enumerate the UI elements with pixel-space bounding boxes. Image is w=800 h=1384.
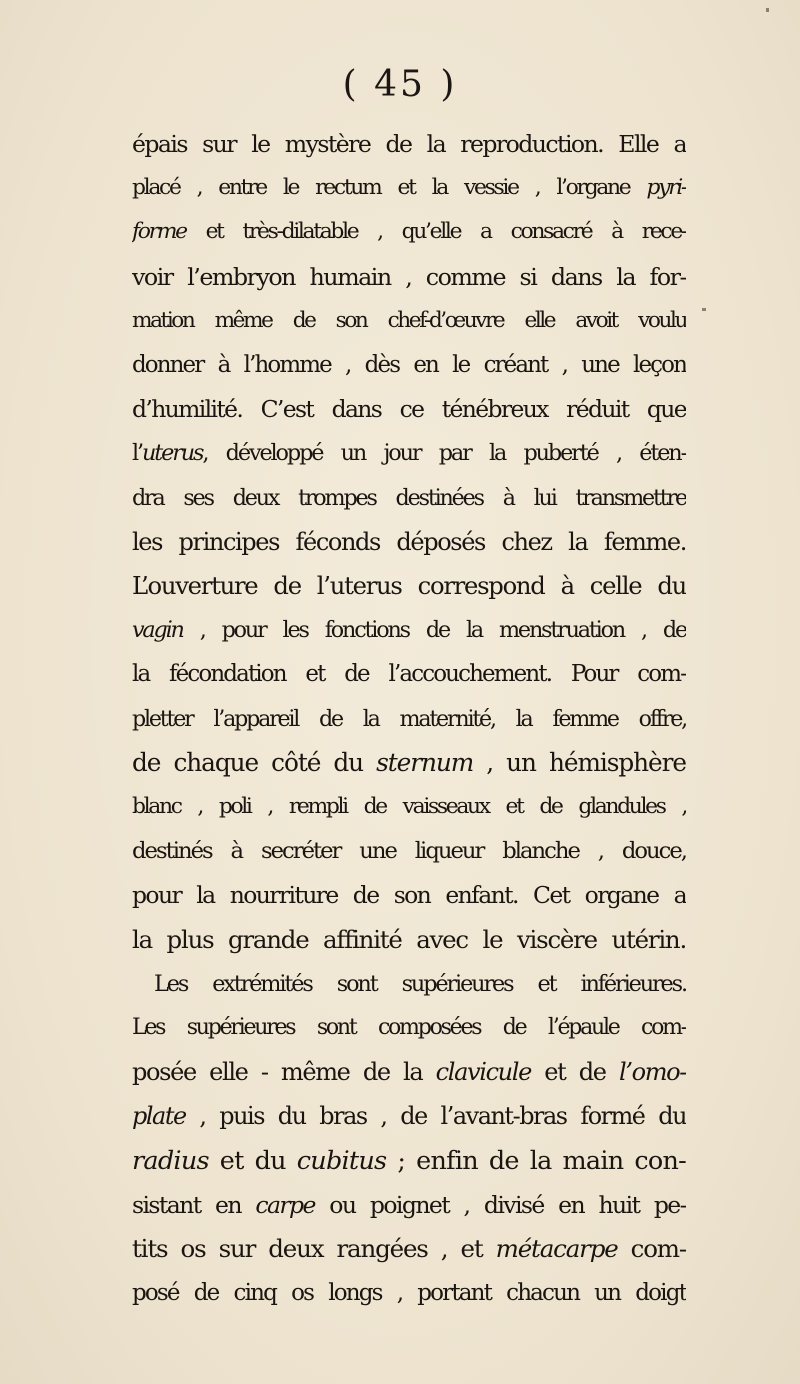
- text-segment: L’ouverture de l’uterus correspond à celle du: [132, 571, 686, 601]
- text-line: [132, 785, 686, 829]
- italic-term: pyri-: [646, 175, 686, 201]
- text-segment: posé de cinq os longs , portant chacun un doigt: [132, 1280, 686, 1307]
- text-segment: ; enfin de la main con-: [386, 1145, 686, 1176]
- text-segment: la plus grande affinité avec le viscère utérin.: [132, 924, 686, 954]
- margin-speck: [766, 8, 769, 12]
- italic-term: vagin: [132, 617, 183, 644]
- text-segment: , pour les fonctions de la menstruation , de: [182, 617, 686, 644]
- italic-term: uterus: [142, 440, 203, 467]
- text-line: [132, 697, 686, 741]
- text-line: [132, 520, 686, 564]
- text-segment: , un hémisphère: [473, 747, 686, 777]
- italic-term: plate: [132, 1102, 186, 1131]
- text-segment: voir l’embryon humain , comme si dans la for-: [132, 262, 686, 291]
- text-segment: placé , entre le rectum et la vessie , l’organe: [132, 175, 647, 201]
- text-segment: et très-dilatable , qu’elle a consacré à rece-: [185, 219, 686, 245]
- text-line: [132, 1094, 686, 1138]
- text-segment: Les supérieures sont composées de l’épaule com-: [132, 1015, 686, 1041]
- text-line: [132, 255, 686, 299]
- text-line: [132, 122, 686, 166]
- text-line: [132, 918, 686, 962]
- text-line: [132, 1050, 686, 1094]
- text-segment: l’: [132, 440, 142, 467]
- text-segment: les principes féconds déposés chez la femme.: [132, 527, 686, 556]
- text-segment: et de: [530, 1058, 619, 1087]
- text-segment: dra ses deux trompes destinées à lui transmettre: [132, 484, 686, 511]
- text-segment: de chaque côté du: [132, 747, 377, 777]
- text-line: [132, 299, 686, 343]
- text-line: [132, 1271, 686, 1315]
- text-line: [132, 343, 686, 387]
- text-line: [132, 652, 686, 696]
- italic-term: carpe: [255, 1190, 315, 1219]
- text-segment: Les extrémités sont supérieures et inférieures.: [154, 970, 686, 997]
- text-segment: tits os sur deux rangées , et: [132, 1234, 496, 1264]
- text-segment: donner à l’homme , dès en le créant , une leçon: [132, 352, 686, 379]
- text-segment: ou poignet , divisé en huit pe-: [314, 1190, 686, 1219]
- italic-term: cubitus: [296, 1145, 387, 1176]
- text-segment: posée elle - même de la: [132, 1058, 436, 1087]
- text-segment: com-: [617, 1234, 686, 1264]
- text-line: [132, 431, 686, 475]
- italic-term: sternum: [376, 747, 474, 777]
- text-segment: , développé un jour par la puberté , éten-: [202, 440, 686, 467]
- italic-term: radius: [132, 1145, 209, 1176]
- italic-term: l’omo-: [619, 1058, 686, 1087]
- text-line: [132, 873, 686, 917]
- text-line: [132, 1139, 686, 1183]
- text-segment: , puis du bras , de l’avant-bras formé du: [185, 1102, 686, 1131]
- text-line: [132, 1227, 686, 1271]
- margin-speck: [702, 308, 706, 311]
- text-segment: d’humilité. C’est dans ce ténébreux réduit que: [132, 395, 686, 424]
- text-segment: la fécondation et de l’accouchement. Pour com-: [132, 661, 686, 688]
- text-segment: destinés à secréter une liqueur blanche , douce,: [132, 838, 686, 865]
- text-line: [132, 476, 686, 520]
- text-segment: épais sur le mystère de la reproduction. Elle a: [132, 130, 686, 158]
- text-line: [132, 1183, 686, 1227]
- page-number: ( 45 ): [342, 64, 458, 105]
- text-line: [132, 741, 686, 785]
- text-segment: mation même de son chef-d’œuvre elle avoit voulu: [132, 307, 686, 333]
- italic-term: clavicule: [435, 1058, 531, 1087]
- text-segment: blanc , poli , rempli de vaisseaux et de glandules ,: [132, 794, 686, 820]
- italic-term: forme: [132, 219, 186, 245]
- text-line: [132, 387, 686, 431]
- body-text: [132, 122, 686, 1315]
- text-segment: pletter l’appareil de la maternité, la femme offre,: [132, 705, 686, 732]
- text-segment: et du: [208, 1145, 297, 1176]
- italic-term: métacarpe: [495, 1234, 618, 1264]
- text-line: [132, 608, 686, 652]
- text-segment: sistant en: [132, 1190, 256, 1219]
- text-line: [132, 210, 686, 254]
- text-line: [132, 1006, 686, 1050]
- text-line: [132, 166, 686, 210]
- text-segment: pour la nourriture de son enfant. Cet organe a: [132, 881, 686, 910]
- text-line: [132, 829, 686, 873]
- text-line: [132, 564, 686, 608]
- text-line: [132, 962, 686, 1006]
